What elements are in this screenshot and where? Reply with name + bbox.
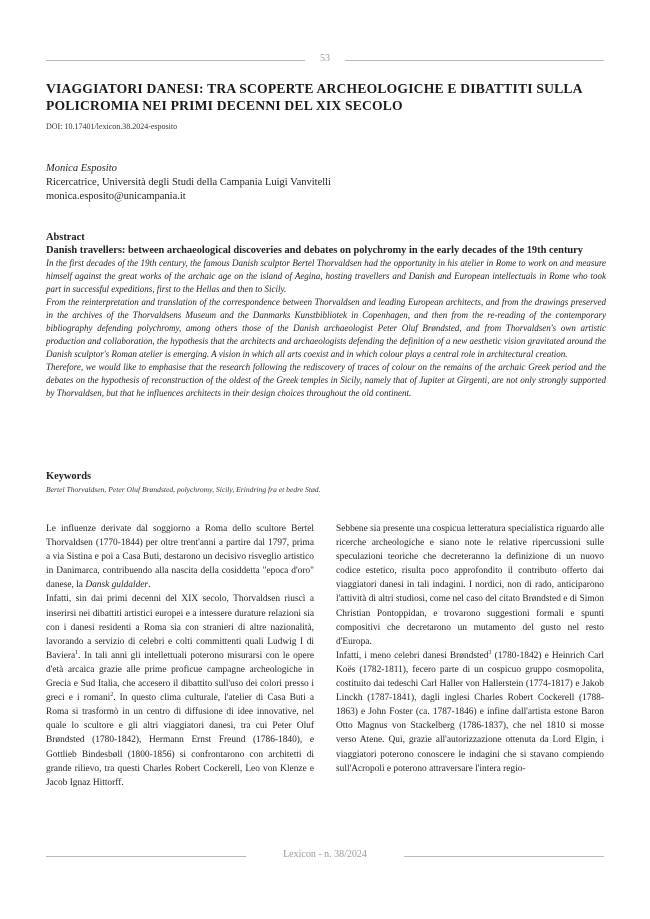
text-run: Le influenze derivate dal soggiorno a Roma dello scultore Bertel Thorvaldsen (1770-1844) per oltre trent'anni a partire dal 1797, prima a via Sistina e poi a Casa Buti, destarono un decisivo risveglio artistico in Danimarca, contribuendo alla nascita della cosiddetta "epoca d'oro" danese, la (46, 524, 314, 591)
footer-rule-right (404, 856, 604, 857)
footnote-ref[interactable]: 3 (488, 649, 492, 656)
text-run: Sebbene sia presente una cospicua letteratura specialistica riguardo alle ricerche archeologiche e siano note le relative ripercussioni sulle speculazioni teoriche che decreteranno la definizione di un nuovo codice estetico, risulta poco approfondito il contributo offerto dai viaggiatori danesi in tali indagini. I nordici, non di rado, anticiparono l'attività di altri studiosi, come nel caso del citato Brøndsted e di Simon Christian Pontoppidan, e trovarono suggestioni formali e spunti compositivi che decretarono un mutamento del gusto nel resto d'Europa. (336, 524, 604, 647)
running-header (46, 52, 604, 66)
author-block (46, 162, 606, 204)
header-rule-right (345, 60, 604, 61)
journal-issue: Lexicon - n. 38/2024 (283, 849, 367, 860)
body-paragraph (46, 522, 314, 592)
text-run: (1780-1842) e Heinrich Carl Koës (1782-1811), fecero parte di un cospicuo gruppo cosmopolita, costituito dai tedeschi Carl Haller von Hallerstein (1774-1817) e Jakob Linckh (1787-1841), dagli inglesi Charles Robert Cockerell (1788-1863) e John Foster (ca. 1787-1846) e infine dall'artista estone Baron Otto Magnus von Stackelberg (1786-1837), che nel 1810 si mosse verso Atene. Qui, grazie all'autorizzazione ottenuta da Lord Elgin, i viaggiatori poterono conoscere le indagini che si stavano compiendo sull'Acropoli e poterono attraversare l'intera regio- (336, 650, 604, 774)
text-run: . In tali anni gli intellettuali poterono misurarsi con le opere d'età arcaica grazie alle prime proficue campagne archeologiche in Grecia e Sud Italia, che accesero il dibattito sull'uso dei colori presso i greci e i romani (46, 650, 314, 704)
text-run: . (148, 580, 151, 591)
body-column-left (46, 522, 314, 790)
abstract-paragraph: From the reinterpretation and translation of the correspondence between Thorvaldsen and leading European architects, and from the drawings preserved in the archives of the Thorvaldsens Museum and the Danmarks Kunstbibliotek in Copenhagen, and then from the re-reading of the contemporary bibliography defending polychromy, among others those of the Danish archaeologist Peter Oluf Brøndsted, and from Thorvaldsen's own artistic production and collaboration, the hypothesis that the architects and archaeologists defending the definition of a new aesthetic vision gravitated around the Danish sculptor's Roman atelier is emerging. A vision in which all arts coexist and in which colour plays a central role in architectural creation. (46, 297, 606, 359)
running-footer (46, 848, 604, 862)
abstract-heading: Abstract (46, 232, 85, 243)
body-paragraph (46, 592, 314, 789)
author-affiliation: Ricercatrice, Università degli Studi della Campania Luigi Vanvitelli (46, 177, 331, 188)
abstract-english-title: Danish travellers: between archaeological discoveries and debates on polychromy in the early decades of the 19th century (46, 245, 583, 256)
article-title: VIAGGIATORI DANESI: TRA SCOPERTE ARCHEOLOGICHE E DIBATTITI SULLA POLICROMIA NEI PRIMI DECENNI DEL XIX SECOLO (46, 81, 582, 113)
page-number: 53 (320, 53, 330, 64)
abstract (46, 231, 606, 400)
text-run: . In questo clima culturale, l'atelier di Casa Buti a Roma si trasformò in un centro di diffusione di idee innovative, nel quale lo scultore e gli altri viaggiatori danesi, tra cui Peter Oluf Brøndsted (1780-1842), Hermann Ernst Freund (1786-1840), e Gottlieb Bindesbøll (1800-1856) si confrontarono con architetti di grande rilievo, tra questi Charles Robert Cockerell, Leo von Klenze e Jacob Ignaz Hittorff. (46, 693, 314, 788)
author-email: monica.esposito@unicampania.it (46, 191, 186, 202)
footnote-ref[interactable]: 1 (75, 649, 79, 656)
body-paragraph (336, 649, 604, 776)
text-run: Infatti, i meno celebri danesi Brøndsted (336, 650, 489, 661)
abstract-paragraph: Therefore, we would like to emphasise that the research following the rediscovery of traces of colour on the remains of the archaic Greek period and the debates on the hypothesis of reconstruction of the oldest of the Greek temples in Sicily, namely that of Jupiter at Girgenti, are not only strongly supported by Thorvaldsen, but that he influences architects in their design choices throughout the old continent. (46, 362, 606, 398)
keywords-list: Bertel Thorvaldsen, Peter Oluf Brøndsted, polychromy, Sicily, Erindring fra et bedre Stød. (46, 485, 321, 494)
keywords (46, 470, 606, 496)
abstract-body (46, 257, 606, 400)
body-column-right (336, 522, 604, 776)
doi: DOI: 10.17401/lexicon.38.2024-esposito (46, 122, 178, 131)
author-name: Monica Esposito (46, 163, 117, 174)
abstract-paragraph: In the first decades of the 19th century, the famous Danish sculptor Bertel Thorvaldsen had the opportunity in his atelier in Rome to work on and measure himself against the great works of the archaic age on the island of Aegina, hosting travellers and Danish and European intellectuals in Rome who took part in successful expeditions, first to the Hellas and then to Sicily. (46, 258, 606, 294)
body-paragraph (336, 522, 604, 649)
footnote-ref[interactable]: 2 (110, 692, 114, 698)
keywords-heading: Keywords (46, 471, 92, 482)
text-run: Infatti, sin dai primi decenni del XIX secolo, Thorvaldsen riuscì a inserirsi nei dibattiti artistici europei e a intessere durature relazioni sia con i danesi residenti a Roma sia con stranieri di altre nazionalità, lavorando a servizio di celebri e colti committenti quali Ludwig I di Baviera (46, 594, 314, 661)
italic-text: Dansk guldalder (85, 580, 149, 591)
